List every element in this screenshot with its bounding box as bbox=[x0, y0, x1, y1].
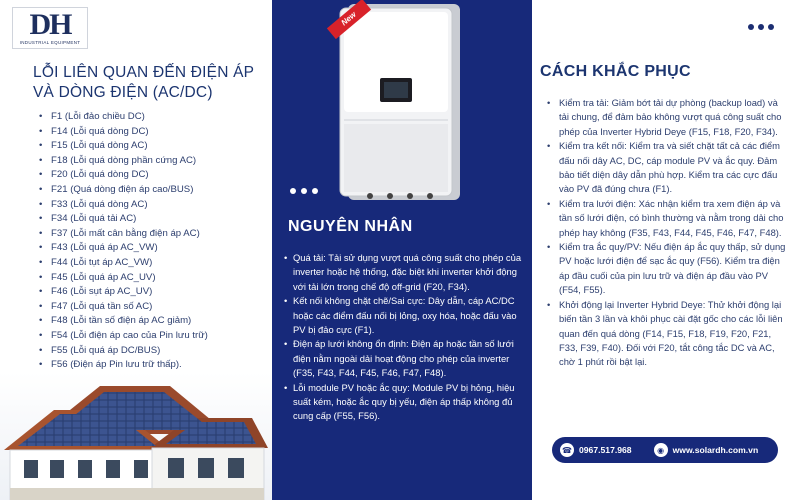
company-logo[interactable] bbox=[12, 7, 88, 49]
list-item: • F56 (Điện áp Pin lưu trữ thấp). bbox=[37, 358, 269, 373]
error-code-list bbox=[37, 110, 269, 373]
fix-list bbox=[542, 96, 788, 370]
middle-column bbox=[272, 0, 532, 500]
solar-house-image bbox=[0, 372, 272, 500]
website-link[interactable]: www.solardh.com.vn bbox=[672, 445, 759, 455]
inverter-product-image bbox=[330, 0, 470, 205]
list-item: • F45 (Lỗi quá áp AC_UV) bbox=[37, 271, 269, 286]
list-item: • F18 (Lỗi quá dòng phần cứng AC) bbox=[37, 154, 269, 169]
left-section-title: LỖI LIÊN QUAN ĐẾN ĐIỆN ÁP VÀ DÒNG ĐIỆN (AC/DC) bbox=[33, 64, 254, 101]
list-item: • Điện áp lưới không ổn định: Điện áp hoặc tần số lưới điện nằm ngoài dải hoạt động cho phép của inverter (F35, F43, F44, F45, F46, F47, F48). bbox=[284, 337, 522, 380]
list-item: • Kiểm tra lưới điện: Xác nhận kiểm tra xem điện áp và tần số lưới điện, có bình thường và nằm trong dải cho phép hay không (F35, F43, F44, F45, F46, F47, F48). bbox=[542, 197, 788, 240]
list-item: • F33 (Lỗi quá dòng AC) bbox=[37, 198, 269, 213]
logo-subtitle: INDUSTRIAL EQUIPMENT bbox=[19, 40, 81, 45]
list-item: • F20 (Lỗi quá dòng DC) bbox=[37, 168, 269, 183]
logo-letters: DH bbox=[29, 8, 71, 41]
list-item: • Kết nối không chặt chẽ/Sai cực: Dây dẫn, cáp AC/DC hoặc các điểm đấu nối bị lỏng, oxy hóa, hoặc đấu vào PV bị đảo cực (F1). bbox=[284, 294, 522, 337]
list-item: • Quá tải: Tải sử dụng vượt quá công suất cho phép của inverter hoặc hệ thống, đặc biệt khi inverter khởi động với tải lớn trong chế độ off-grid (F20, F34). bbox=[284, 251, 522, 294]
list-item: • Lỗi module PV hoặc ắc quy: Module PV bị hỏng, hiệu suất kém, hoặc ắc quy bị yếu, điện áp thấp không đủ cung cấp (F55, F56). bbox=[284, 381, 522, 424]
left-column bbox=[0, 0, 272, 500]
list-item: • Khởi động lại Inverter Hybrid Deye: Thử khởi động lại biến tần 3 lần và khôi phục cài đặt gốc cho các lỗi liên quan đến quá dòng (F14, F15, F18, F19, F20, F21, F33, F39, F40). Đối với F20, tắt công tắc DC và AC, chờ 1 phút rồi bật lại. bbox=[542, 298, 788, 370]
phone-number[interactable]: 0967.517.968 bbox=[579, 445, 632, 455]
phone-icon: ☎ bbox=[560, 443, 574, 457]
list-item: • F21 (Quá dòng điện áp cao/BUS) bbox=[37, 183, 269, 198]
list-item: • F1 (Lỗi đảo chiều DC) bbox=[37, 110, 269, 125]
list-item: • F46 (Lỗi sụt áp AC_UV) bbox=[37, 285, 269, 300]
new-badge-label: New bbox=[339, 9, 358, 28]
right-column bbox=[532, 0, 800, 500]
contact-bar bbox=[552, 437, 778, 463]
list-item: • F34 (Lỗi quá tải AC) bbox=[37, 212, 269, 227]
decorative-dots bbox=[290, 188, 318, 194]
list-item: • Kiểm tra ắc quy/PV: Nếu điện áp ắc quy thấp, sử dụng PV hoặc lưới điện để sạc ắc quy (F56). Kiểm tra điện áp đầu cuối của pin lưu trữ và điện áp đầu vào PV (F54, F55). bbox=[542, 240, 788, 298]
list-item: • F48 (Lỗi tần số điện áp AC giảm) bbox=[37, 314, 269, 329]
list-item: • F47 (Lỗi quá tần số AC) bbox=[37, 300, 269, 315]
globe-icon: ◉ bbox=[654, 443, 668, 457]
cause-section-title: NGUYÊN NHÂN bbox=[288, 218, 413, 235]
list-item: • F55 (Lỗi quá áp DC/BUS) bbox=[37, 344, 269, 359]
fix-section-title: CÁCH KHẮC PHỤC bbox=[540, 63, 691, 80]
list-item: • Kiểm tra kết nối: Kiểm tra và siết chặt tất cả các điểm đấu nối dây AC, DC, cáp module PV và ắc quy. Đảm bảo tiết diện dây dẫn phù hợp. Kiểm tra các cực đấu vào PV đã đúng chưa (F1). bbox=[542, 139, 788, 197]
list-item: • F43 (Lỗi quá áp AC_VW) bbox=[37, 241, 269, 256]
list-item: • F14 (Lỗi quá dòng DC) bbox=[37, 125, 269, 140]
list-item: • F44 (Lỗi tụt áp AC_VW) bbox=[37, 256, 269, 271]
list-item: • F37 (Lỗi mất cân bằng điện áp AC) bbox=[37, 227, 269, 242]
list-item: • Kiểm tra tải: Giảm bớt tải dự phòng (backup load) và tải chung, để đảm bảo không vượt quá công suất cho phép của Inverter Hybrid Deye (F15, F18, F20, F34). bbox=[542, 96, 788, 139]
more-options-icon bbox=[748, 24, 774, 30]
cause-list bbox=[284, 251, 522, 424]
list-item: • F15 (Lỗi quá dòng AC) bbox=[37, 139, 269, 154]
list-item: • F54 (Lỗi điện áp cao của Pin lưu trữ) bbox=[37, 329, 269, 344]
